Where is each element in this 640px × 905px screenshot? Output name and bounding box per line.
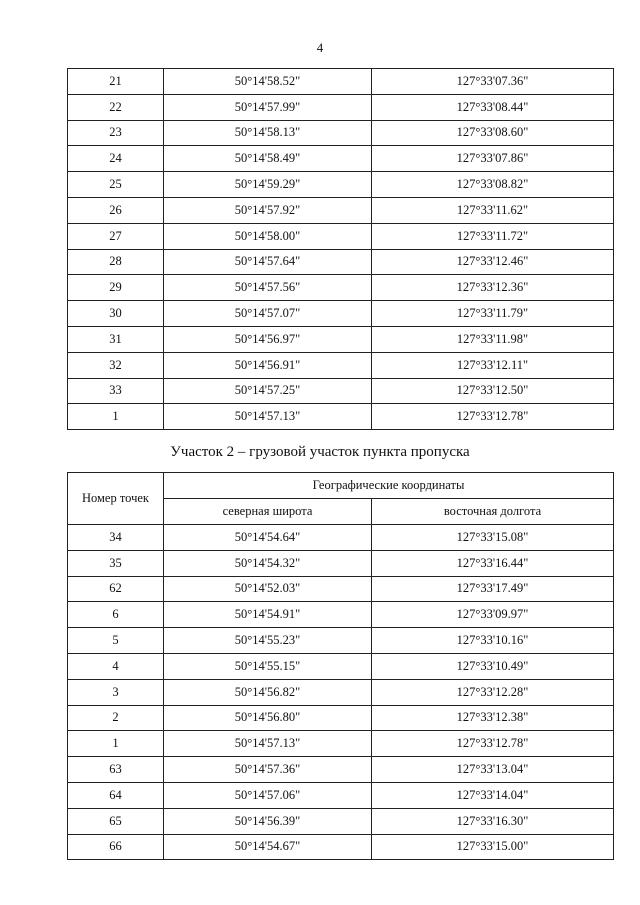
cell-east-longitude: 127°33'12.38" xyxy=(372,705,614,731)
cell-north-latitude: 50°14'54.64" xyxy=(164,525,372,551)
cell-east-longitude: 127°33'07.36" xyxy=(372,69,614,95)
cell-north-latitude: 50°14'57.13" xyxy=(164,404,372,430)
table-row xyxy=(68,705,614,731)
table-row xyxy=(68,653,614,679)
cell-north-latitude: 50°14'57.56" xyxy=(164,275,372,301)
cell-point-number: 29 xyxy=(68,275,164,301)
table-row xyxy=(68,576,614,602)
table1-body xyxy=(68,69,614,430)
cell-north-latitude: 50°14'56.82" xyxy=(164,679,372,705)
cell-north-latitude: 50°14'58.49" xyxy=(164,146,372,172)
table-row xyxy=(68,378,614,404)
cell-east-longitude: 127°33'15.00" xyxy=(372,834,614,860)
table-row xyxy=(68,197,614,223)
header-east-longitude: восточная долгота xyxy=(372,499,614,525)
cell-point-number: 34 xyxy=(68,525,164,551)
coordinates-table-section-2 xyxy=(67,472,614,860)
table-row xyxy=(68,120,614,146)
header-geo-coordinates: Географические координаты xyxy=(164,473,614,499)
cell-point-number: 2 xyxy=(68,705,164,731)
cell-east-longitude: 127°33'12.36" xyxy=(372,275,614,301)
table-row xyxy=(68,249,614,275)
cell-north-latitude: 50°14'54.91" xyxy=(164,602,372,628)
header-point-number: Номер точек xyxy=(68,473,164,525)
table-row xyxy=(68,628,614,654)
page-number: 4 xyxy=(316,40,324,55)
cell-east-longitude: 127°33'08.60" xyxy=(372,120,614,146)
table-row xyxy=(68,731,614,757)
table-row xyxy=(68,275,614,301)
cell-point-number: 31 xyxy=(68,326,164,352)
cell-east-longitude: 127°33'12.78" xyxy=(372,731,614,757)
table-row xyxy=(68,94,614,120)
cell-east-longitude: 127°33'11.98" xyxy=(372,326,614,352)
cell-point-number: 23 xyxy=(68,120,164,146)
cell-east-longitude: 127°33'07.86" xyxy=(372,146,614,172)
header-north-latitude: северная широта xyxy=(164,499,372,525)
cell-point-number: 27 xyxy=(68,223,164,249)
section-title: Участок 2 – грузовой участок пункта пропуска xyxy=(170,444,470,460)
cell-point-number: 1 xyxy=(68,404,164,430)
table-row xyxy=(68,808,614,834)
cell-north-latitude: 50°14'57.13" xyxy=(164,731,372,757)
cell-east-longitude: 127°33'10.49" xyxy=(372,653,614,679)
cell-north-latitude: 50°14'52.03" xyxy=(164,576,372,602)
cell-point-number: 28 xyxy=(68,249,164,275)
cell-point-number: 26 xyxy=(68,197,164,223)
cell-east-longitude: 127°33'08.44" xyxy=(372,94,614,120)
cell-point-number: 6 xyxy=(68,602,164,628)
cell-east-longitude: 127°33'08.82" xyxy=(372,172,614,198)
cell-north-latitude: 50°14'57.06" xyxy=(164,782,372,808)
table-row xyxy=(68,782,614,808)
cell-north-latitude: 50°14'57.25" xyxy=(164,378,372,404)
cell-point-number: 63 xyxy=(68,757,164,783)
table-row xyxy=(68,757,614,783)
cell-east-longitude: 127°33'11.79" xyxy=(372,301,614,327)
cell-north-latitude: 50°14'56.91" xyxy=(164,352,372,378)
cell-north-latitude: 50°14'58.13" xyxy=(164,120,372,146)
cell-east-longitude: 127°33'12.11" xyxy=(372,352,614,378)
table2-body xyxy=(68,525,614,860)
cell-point-number: 25 xyxy=(68,172,164,198)
cell-point-number: 65 xyxy=(68,808,164,834)
cell-east-longitude: 127°33'12.78" xyxy=(372,404,614,430)
cell-east-longitude: 127°33'13.04" xyxy=(372,757,614,783)
cell-point-number: 32 xyxy=(68,352,164,378)
table-row xyxy=(68,525,614,551)
table-row xyxy=(68,550,614,576)
cell-north-latitude: 50°14'55.15" xyxy=(164,653,372,679)
table-row xyxy=(68,834,614,860)
cell-north-latitude: 50°14'57.64" xyxy=(164,249,372,275)
cell-east-longitude: 127°33'14.04" xyxy=(372,782,614,808)
table-row xyxy=(68,352,614,378)
cell-point-number: 66 xyxy=(68,834,164,860)
table-row xyxy=(68,326,614,352)
cell-north-latitude: 50°14'57.36" xyxy=(164,757,372,783)
cell-north-latitude: 50°14'54.67" xyxy=(164,834,372,860)
cell-point-number: 1 xyxy=(68,731,164,757)
table-header-row xyxy=(68,473,614,499)
table-row xyxy=(68,69,614,95)
table-row xyxy=(68,223,614,249)
cell-point-number: 4 xyxy=(68,653,164,679)
cell-north-latitude: 50°14'56.97" xyxy=(164,326,372,352)
coordinates-table-continued xyxy=(67,68,614,430)
cell-north-latitude: 50°14'59.29" xyxy=(164,172,372,198)
cell-east-longitude: 127°33'12.46" xyxy=(372,249,614,275)
cell-north-latitude: 50°14'56.39" xyxy=(164,808,372,834)
table-row xyxy=(68,602,614,628)
cell-east-longitude: 127°33'15.08" xyxy=(372,525,614,551)
table-row xyxy=(68,301,614,327)
cell-point-number: 30 xyxy=(68,301,164,327)
cell-point-number: 64 xyxy=(68,782,164,808)
cell-point-number: 21 xyxy=(68,69,164,95)
cell-north-latitude: 50°14'57.99" xyxy=(164,94,372,120)
cell-east-longitude: 127°33'10.16" xyxy=(372,628,614,654)
cell-north-latitude: 50°14'57.07" xyxy=(164,301,372,327)
cell-east-longitude: 127°33'12.28" xyxy=(372,679,614,705)
cell-point-number: 3 xyxy=(68,679,164,705)
cell-point-number: 22 xyxy=(68,94,164,120)
table-row xyxy=(68,404,614,430)
cell-point-number: 5 xyxy=(68,628,164,654)
cell-north-latitude: 50°14'58.52" xyxy=(164,69,372,95)
cell-north-latitude: 50°14'57.92" xyxy=(164,197,372,223)
table-row xyxy=(68,146,614,172)
cell-point-number: 24 xyxy=(68,146,164,172)
cell-point-number: 35 xyxy=(68,550,164,576)
cell-east-longitude: 127°33'11.62" xyxy=(372,197,614,223)
cell-east-longitude: 127°33'09.97" xyxy=(372,602,614,628)
cell-north-latitude: 50°14'56.80" xyxy=(164,705,372,731)
cell-north-latitude: 50°14'55.23" xyxy=(164,628,372,654)
table-row xyxy=(68,172,614,198)
cell-east-longitude: 127°33'17.49" xyxy=(372,576,614,602)
cell-point-number: 62 xyxy=(68,576,164,602)
cell-east-longitude: 127°33'12.50" xyxy=(372,378,614,404)
cell-east-longitude: 127°33'16.44" xyxy=(372,550,614,576)
cell-north-latitude: 50°14'58.00" xyxy=(164,223,372,249)
table-row xyxy=(68,679,614,705)
table2-header xyxy=(68,473,614,525)
cell-east-longitude: 127°33'11.72" xyxy=(372,223,614,249)
cell-north-latitude: 50°14'54.32" xyxy=(164,550,372,576)
cell-east-longitude: 127°33'16.30" xyxy=(372,808,614,834)
cell-point-number: 33 xyxy=(68,378,164,404)
